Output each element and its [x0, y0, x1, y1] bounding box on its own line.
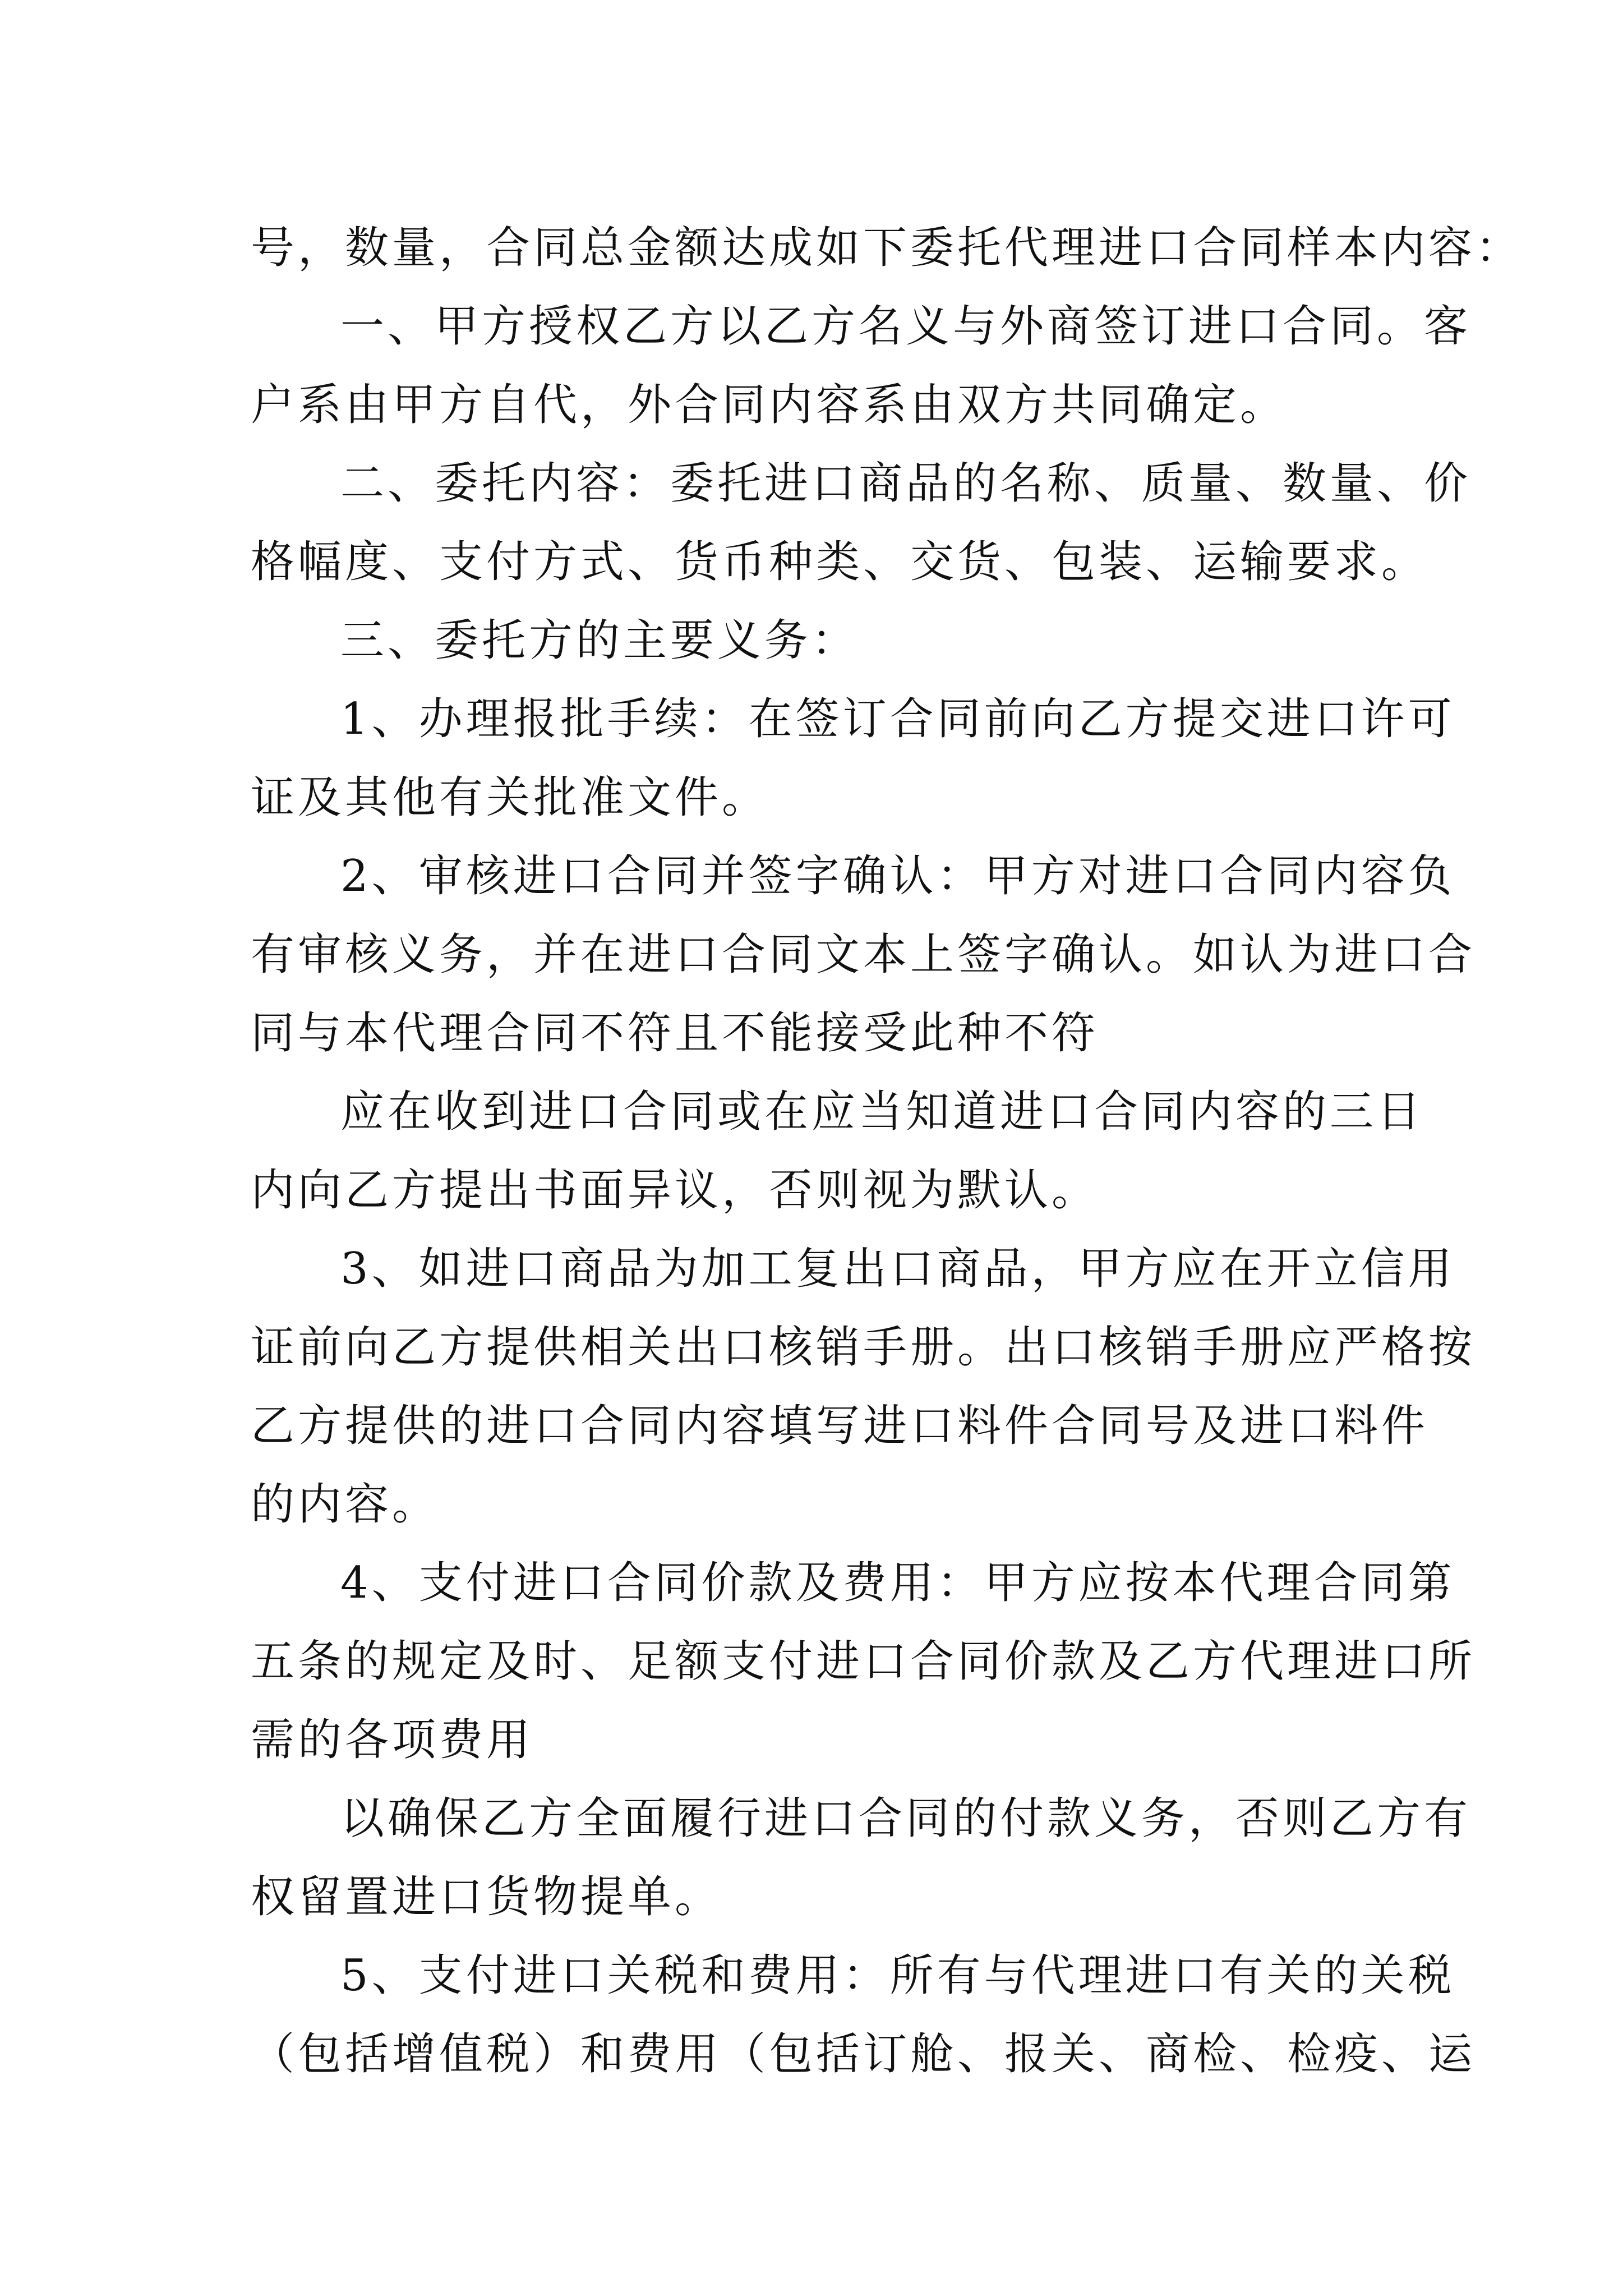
text-line: 4、支付进口合同价款及费用：甲方应按本代理合同第: [340, 1558, 1455, 1608]
text-line: 格幅度、支付方式、货币种类、交货、包装、运输要求。: [251, 537, 1429, 587]
text-line: 3、如进口商品为加工复出口商品，甲方应在开立信用: [340, 1244, 1455, 1294]
text-line: 三、委托方的主要义务：: [340, 615, 859, 666]
text-line: 号，数量，合同总金额达成如下委托代理进口合同样本内容：: [251, 223, 1523, 273]
text-line: 需的各项费用: [251, 1715, 534, 1765]
text-line: 以确保乙方全面履行进口合同的付款义务，否则乙方有: [340, 1793, 1472, 1844]
text-line: 应在收到进口合同或在应当知道进口合同内容的三日: [340, 1087, 1424, 1137]
text-line: 2、审核进口合同并签字确认：甲方对进口合同内容负: [340, 851, 1455, 901]
text-line: 乙方提供的进口合同内容填写进口料件合同号及进口料件: [251, 1401, 1429, 1451]
text-line: （包括增值税）和费用（包括订舱、报关、商检、检疫、运: [251, 2029, 1476, 2079]
text-line: 的内容。: [251, 1479, 440, 1530]
text-line: 内向乙方提出书面异议，否则视为默认。: [251, 1165, 1099, 1216]
text-line: 一、甲方授权乙方以乙方名义与外商签订进口合同。客: [340, 301, 1472, 352]
text-line: 权留置进口货物提单。: [251, 1872, 722, 1922]
text-line: 1、办理报批手续：在签订合同前向乙方提交进口许可: [340, 694, 1455, 744]
text-line: 户系由甲方自代，外合同内容系由双方共同确定。: [251, 380, 1288, 430]
text-line: 证前向乙方提供相关出口核销手册。出口核销手册应严格按: [251, 1322, 1476, 1373]
text-line: 证及其他有关批准文件。: [251, 772, 769, 823]
contract-body-text: [251, 209, 1523, 2093]
text-line: 同与本代理合同不符且不能接受此种不符: [251, 1008, 1099, 1059]
text-line: 有审核义务，并在进口合同文本上签字确认。如认为进口合: [251, 930, 1476, 980]
text-line: 五条的规定及时、足额支付进口合同价款及乙方代理进口所: [251, 1636, 1476, 1687]
text-line: 5、支付进口关税和费用：所有与代理进口有关的关税: [340, 1950, 1455, 2001]
text-line: 二、委托内容：委托进口商品的名称、质量、数量、价: [340, 458, 1472, 509]
